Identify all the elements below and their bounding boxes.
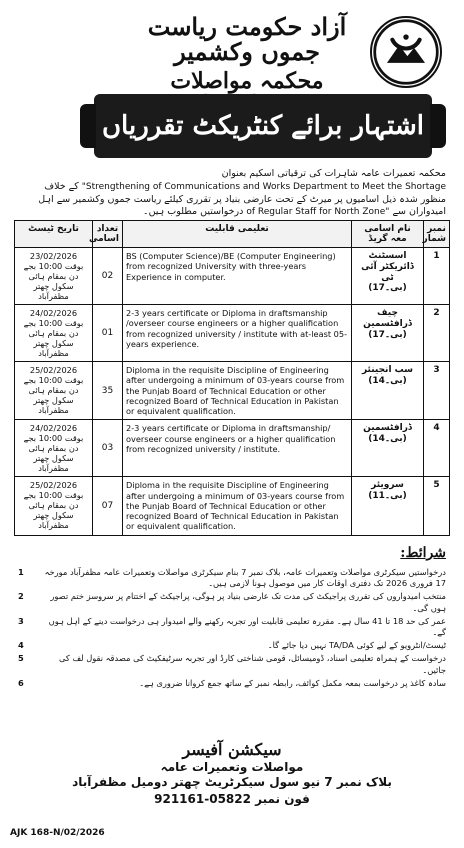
table-row	[15, 420, 450, 477]
term-item	[18, 616, 446, 638]
term-text: درخواست کے ہمراہ تعلیمی اسناد، ڈومیسائل، قومی شناختی کارڈ اور تجربہ سرٹیفکیٹ کی مصدقہ نقول لف کی جائیں۔	[58, 653, 446, 675]
test-date-cell	[15, 477, 93, 535]
post-name: سرویئر	[371, 480, 404, 491]
serial-number: 3	[424, 362, 450, 420]
table-header-row	[15, 221, 450, 248]
post-name-cell	[352, 248, 424, 305]
header-test-date: تاریخ ٹیسٹ	[15, 221, 93, 248]
intro-text-1: محکمہ تعمیرات عامہ شاہرات کی ترقیاتی اسکیم بعنوان	[221, 168, 446, 179]
term-text: درخواستیں سیکرٹری مواصلات وتعمیرات عامہ، بلاک نمبر 7 بنام سیکرٹری مواصلات وتعمیرات عامہ مظفرآباد مورخہ 17 فروری 2026 تک دفتری اوقات کار میں موصول ہونا لازمی ہیں۔	[44, 567, 446, 589]
test-time-venue: بوقت 10:00 بجے دن بمقام ہائی سکول چھتر مظفرآباد	[23, 375, 84, 415]
term-text: منتخب امیدواروں کی تقرری پراجیکٹ کی مدت تک عارضی بنیاد پر ہوگی، پراجیکٹ کے اختتام پر سروسز ختم تصور ہوں گی۔	[50, 591, 446, 613]
post-grade: (بی۔17)	[368, 283, 407, 294]
intro-project-title: "Strengthening of Communications and Works Department to Meet the Shortage	[81, 181, 446, 192]
posts-table-wrap	[14, 220, 450, 536]
table-row	[15, 305, 450, 362]
header-post: نام اسامی معہ گریڈ	[352, 221, 424, 248]
term-number: 4	[18, 640, 24, 651]
table-row	[15, 477, 450, 535]
test-date-cell	[15, 305, 93, 362]
term-number: 5	[18, 653, 24, 664]
post-name-cell	[352, 477, 424, 535]
post-count: 35	[93, 362, 123, 420]
term-item	[18, 591, 446, 613]
terms-title: شرائط:	[400, 545, 446, 561]
post-count: 02	[93, 248, 123, 305]
term-text: ٹیسٹ/انٹرویو کے لیے کوئی TA/DA نہیں دیا جائے گا۔	[267, 640, 446, 651]
term-item	[18, 640, 446, 651]
header-count: تعداد اسامی	[93, 221, 123, 248]
post-name-cell	[352, 305, 424, 362]
term-number: 3	[18, 615, 24, 626]
table-row	[15, 362, 450, 420]
term-number: 1	[18, 567, 24, 577]
signature-address: بلاک نمبر 7 نیو سول سیکرٹریٹ چھتر دومیل مظفرآباد	[72, 775, 392, 789]
test-date: 25/02/2026	[29, 480, 78, 491]
post-grade: (بی۔17)	[368, 329, 407, 340]
post-count: 01	[93, 305, 123, 362]
signature-block	[0, 740, 464, 807]
intro-staff: of Regular Staff for North Zone"	[246, 207, 390, 218]
qualification: 2-3 years certificate or Diploma in draftsmanship /overseer course engineers or a higher qualification from recognized university / institute with at-least 05-years experience.	[123, 305, 352, 362]
intro-text-2: کے خلاف منظور شدہ ذیل اسامیوں پر میرٹ کے تحت عارضی بنیاد پر تقرری کیلئے ریاست جموں وکشمیر سے اہل امیدواران سے	[38, 180, 446, 218]
test-date: 23/02/2026	[29, 251, 78, 261]
test-date: 24/02/2026	[29, 423, 78, 434]
qualification: BS (Computer Science)/BE (Computer Engineering) from recognized University with three-years Experience in computer.	[123, 248, 352, 305]
signature-title: سیکشن آفیسر	[182, 740, 282, 759]
test-date-cell	[15, 248, 93, 305]
qualification: Diploma in the requisite Discipline of Engineering after undergoing a minimum of 03-years course from the Punjab Board of Technical Education or other recognized Board of Technical Education in Pakistan or equivalent qualification.	[123, 477, 352, 535]
signature-phone: فون نمبر 05822-921161	[154, 792, 310, 806]
term-text: سادہ کاغذ پر درخواست بمعہ مکمل کوائف، رابطہ نمبر کے ساتھ جمع کروانا ضروری ہے۔	[139, 677, 446, 688]
qualification: Diploma in the requisite Discipline of Engineering after undergoing a minimum of 03-years course from the Punjab Board of Technical Education or other recognized Board of Technical Education in Pakistan or equivalent qualification.	[123, 362, 352, 420]
test-date: 25/02/2026	[29, 365, 78, 375]
term-item	[18, 653, 446, 675]
post-grade: (بی۔14)	[368, 375, 407, 386]
posts-table	[14, 220, 450, 536]
post-count: 07	[93, 477, 123, 535]
post-name-cell	[352, 362, 424, 420]
post-grade: (بی۔11)	[368, 491, 407, 502]
header-sn: نمبر شمار	[424, 221, 450, 248]
serial-number: 2	[424, 305, 450, 362]
term-text: عمر کی حد 18 تا 41 سال ہے۔ مقررہ تعلیمی قابلیت اور تجربہ رکھنے والے امیدوار ہی درخواست دینے کے اہل ہوں گے۔	[48, 615, 446, 637]
post-name-cell	[352, 420, 424, 477]
reference-number: AJK 168-N/02/2026	[10, 828, 105, 838]
seal-icon	[372, 18, 440, 86]
test-time-venue: بوقت 10:00 بجے دن بمقام ہائی سکول چھتر مظفرآباد	[23, 433, 84, 474]
post-name: ڈرافٹسمین	[363, 423, 412, 434]
term-item	[18, 678, 446, 689]
advertisement-banner-title: اشتہار برائے کنٹریکٹ تقرریاں	[101, 111, 425, 141]
test-time-venue: بوقت 10:00 بجے دن بمقام ہائی سکول چھتر مظفرآباد	[23, 318, 84, 358]
header	[18, 8, 446, 95]
test-date: 24/02/2026	[29, 308, 78, 318]
test-date-cell	[15, 362, 93, 420]
test-time-venue: بوقت 10:00 بجے دن بمقام ہائی سکول چھتر مظفرآباد	[23, 261, 84, 301]
government-logo	[370, 16, 442, 88]
post-count: 03	[93, 420, 123, 477]
table-row	[15, 248, 450, 305]
department-title: محکمہ مواصلات	[170, 68, 324, 95]
serial-number: 5	[424, 477, 450, 535]
test-time-venue: بوقت 10:00 بجے دن بمقام ہائی سکول چھتر مظفرآباد	[23, 490, 84, 531]
post-name: چیف ڈرافٹسمین	[363, 308, 412, 329]
qualification: 2-3 years certificate or Diploma in draftsmanship/ overseer course engineers or a higher qualification from recognized university / institute.	[123, 420, 352, 477]
term-number: 2	[18, 591, 24, 602]
signature-dept: مواصلات وتعمیرات عامہ	[160, 760, 304, 774]
header-qualification: تعلیمی قابلیت	[123, 221, 352, 248]
test-date-cell	[15, 420, 93, 477]
post-grade: (بی۔14)	[368, 434, 407, 445]
intro-text-3: درخواستیں مطلوب ہیں۔	[143, 206, 244, 218]
term-item	[18, 567, 446, 589]
post-name: اسسٹنٹ ڈائریکٹر آئی ٹی	[361, 251, 414, 283]
serial-number: 1	[424, 248, 450, 305]
term-number: 6	[18, 677, 24, 688]
government-title: آزاد حکومت ریاست جموں وکشمیر	[147, 12, 347, 67]
advertisement-banner	[94, 94, 432, 158]
terms-list	[18, 565, 446, 691]
post-name: سب انجینئر	[361, 365, 414, 375]
serial-number: 4	[424, 420, 450, 477]
intro-paragraph	[18, 168, 446, 219]
